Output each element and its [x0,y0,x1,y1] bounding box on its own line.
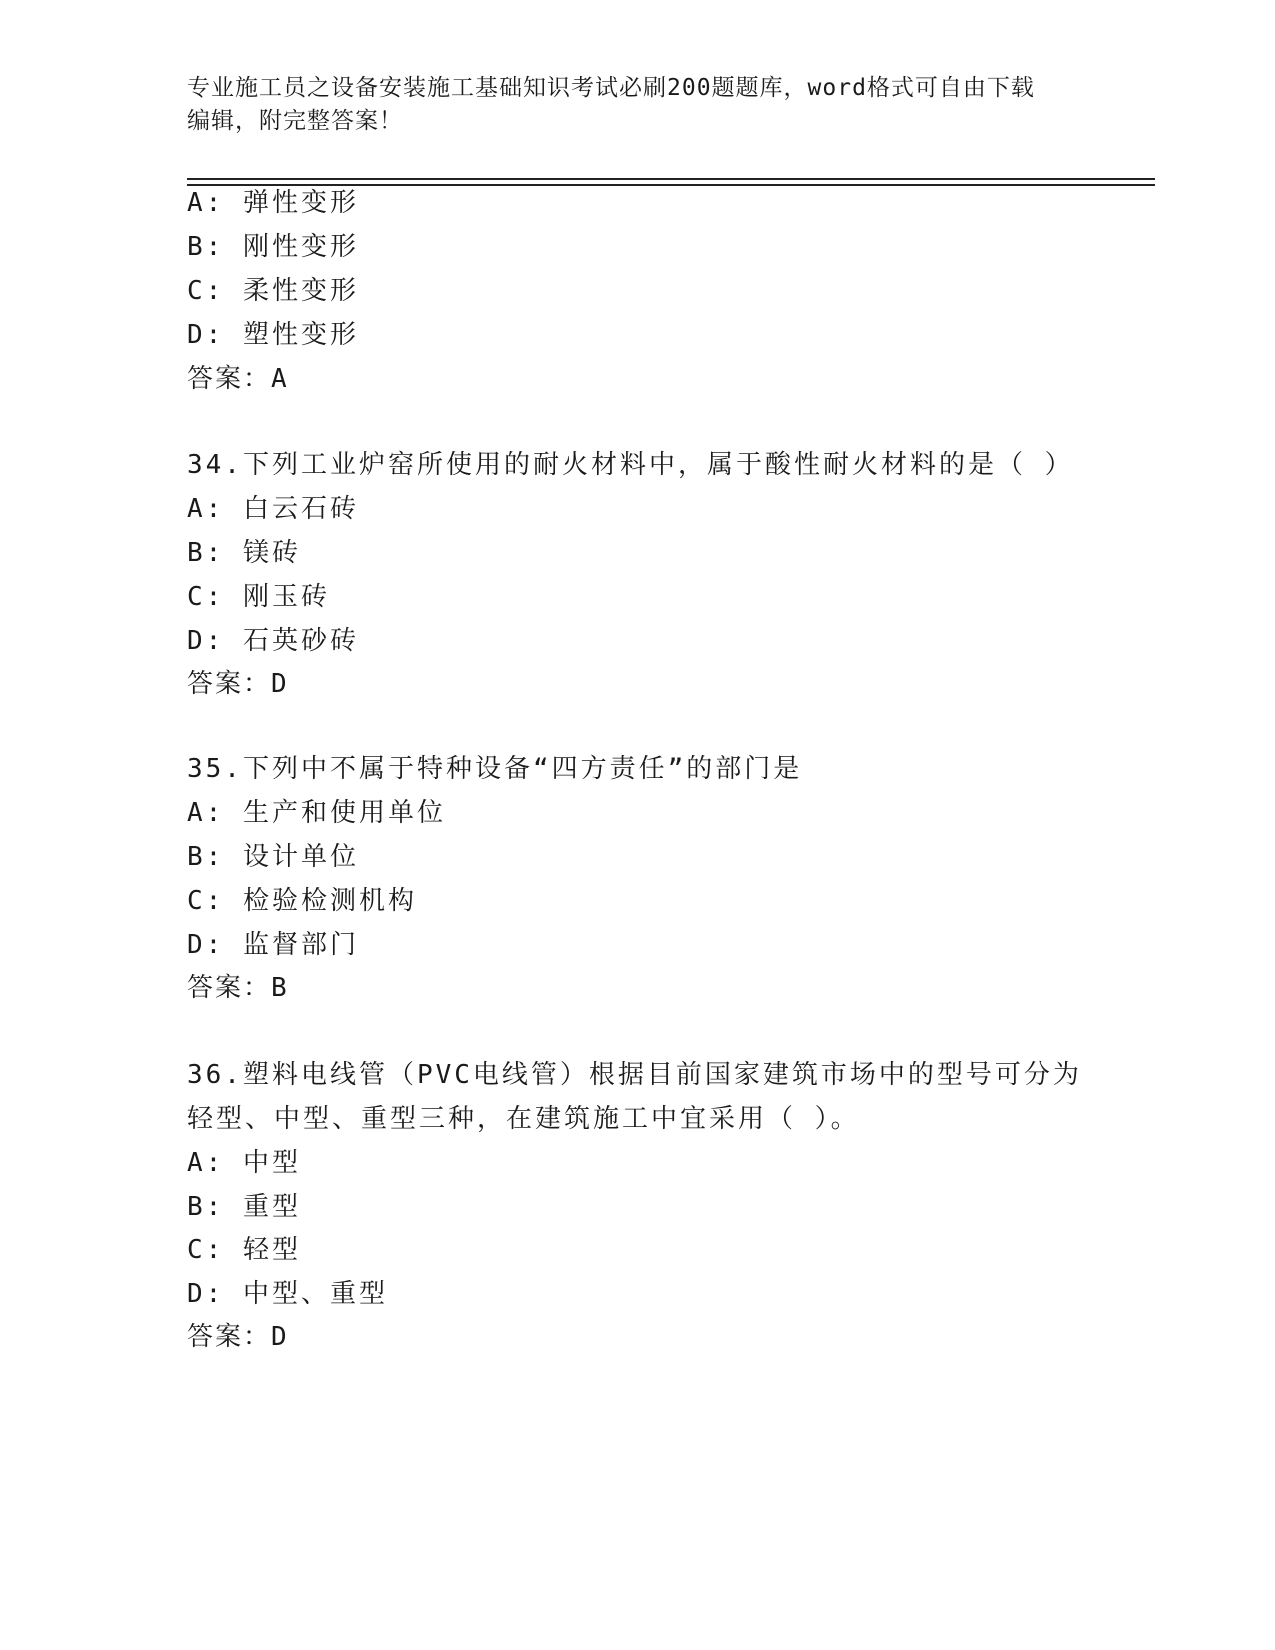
q34-option-a: A: 白云石砖 [187,494,359,524]
header-rule-top [187,178,1155,180]
q34-option-b: B: 镁砖 [187,538,301,568]
q34-answer: 答案：D [187,669,289,699]
q35-option-c: C: 检验检测机构 [187,886,417,916]
q36-option-d: D: 中型、重型 [187,1279,388,1309]
q35-question: 35.下列中不属于特种设备“四方责任”的部门是 [187,754,803,784]
q35-answer: 答案：B [187,973,289,1003]
document-header [187,72,1087,138]
q33-option-c: C: 柔性变形 [187,276,359,306]
q35-option-a: A: 生产和使用单位 [187,798,446,828]
q33-option-a: A: 弹性变形 [187,188,359,218]
q33-option-b: B: 刚性变形 [187,232,359,262]
q36-question-line-1: 36.塑料电线管（PVC电线管）根据目前国家建筑市场中的型号可分为 [187,1060,1082,1090]
q35-option-d: D: 监督部门 [187,930,359,960]
header-title-line-2: 编辑，附完整答案！ [187,108,403,134]
q35-option-b: B: 设计单位 [187,842,359,872]
q34-option-d: D: 石英砂砖 [187,626,359,656]
q36-question-line-2: 轻型、中型、重型三种，在建筑施工中宜采用（ ）。 [187,1104,860,1134]
q34-question: 34.下列工业炉窑所使用的耐火材料中，属于酸性耐火材料的是（ ） [187,450,1074,480]
header-title-line-1: 专业施工员之设备安装施工基础知识考试必刷200题题库，word格式可自由下载 [187,75,1035,101]
q36-option-c: C: 轻型 [187,1235,301,1265]
q36-option-b: B: 重型 [187,1192,301,1222]
q36-option-a: A: 中型 [187,1148,301,1178]
q33-answer: 答案：A [187,364,289,394]
q33-option-d: D: 塑性变形 [187,320,359,350]
q34-option-c: C: 刚玉砖 [187,582,330,612]
q36-answer: 答案：D [187,1322,289,1352]
